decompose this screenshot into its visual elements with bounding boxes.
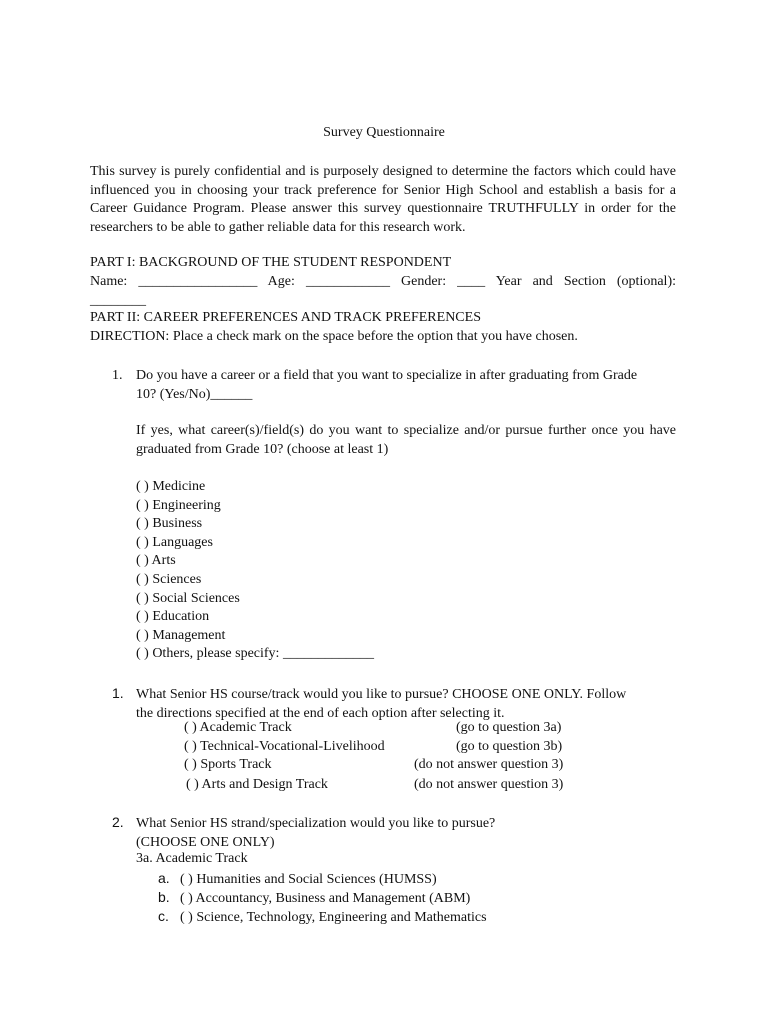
option-management[interactable]: ( ) Management	[136, 627, 226, 643]
option-sciences[interactable]: ( ) Sciences	[136, 571, 202, 587]
strand-option-humss[interactable]	[158, 869, 437, 888]
strand-label: ( ) Science, Technology, Engineering and Mathematics	[180, 910, 487, 925]
track-direction: (do not answer question 3)	[414, 757, 564, 772]
question-text-continued: 10? (Yes/No)______	[136, 386, 253, 402]
question-number: 1.	[112, 685, 124, 701]
academic-track-subheading: 3a. Academic Track	[136, 851, 248, 866]
question-strand	[112, 813, 676, 852]
question-text: Do you have a career or a field that you want to specialize in after graduating from Grade	[136, 368, 638, 383]
strand-label: ( ) Humanities and Social Sciences (HUMSS)	[180, 872, 437, 887]
option-education[interactable]: ( ) Education	[136, 609, 210, 625]
track-direction: (go to question 3b)	[456, 739, 563, 754]
strand-label: ( ) Accountancy, Business and Management (ABM)	[180, 891, 471, 906]
track-direction: (do not answer question 3)	[414, 777, 564, 792]
question-text: What Senior HS strand/specialization would you like to pursue?	[136, 816, 496, 831]
part2-heading: PART II: CAREER PREFERENCES AND TRACK PREFERENCES	[90, 310, 481, 325]
career-options-list	[136, 478, 374, 664]
strand-option-abm[interactable]	[158, 888, 470, 907]
track-direction: (go to question 3a)	[456, 720, 562, 735]
intro-paragraph: This survey is purely confidential and is purposely designed to determine the factors which could have influenced you in choosing your track preference for Senior High School and establish a basis for a Career Guidance Program. Please answer this survey questionnaire TRUTHFULLY in order for the researchers to be able to gather reliable data for this research work.	[90, 164, 676, 235]
section-blank: ________	[90, 293, 146, 308]
option-arts[interactable]: ( ) Arts	[136, 553, 176, 569]
question-career	[112, 367, 676, 404]
track-option-academic[interactable]: ( ) Academic Track	[184, 720, 292, 735]
respondent-fields-line: Name: _________________ Age: ____________ Gender: ____ Year and Section (optional):	[90, 274, 676, 289]
question-track	[112, 684, 676, 723]
option-others[interactable]: ( ) Others, please specify: _____________	[136, 646, 374, 662]
strand-option-stem[interactable]	[158, 907, 487, 926]
question-text: What Senior HS course/track would you like to pursue? CHOOSE ONE ONLY. Follow	[136, 687, 627, 702]
option-social-sciences[interactable]: ( ) Social Sciences	[136, 590, 240, 606]
track-option-tvl[interactable]: ( ) Technical-Vocational-Livelihood	[184, 739, 385, 754]
track-option-arts-design[interactable]: ( ) Arts and Design Track	[186, 777, 328, 792]
question-number: 2.	[112, 814, 124, 830]
option-business[interactable]: ( ) Business	[136, 516, 203, 532]
option-languages[interactable]: ( ) Languages	[136, 534, 213, 550]
strand-letter: c.	[158, 908, 169, 924]
option-engineering[interactable]: ( ) Engineering	[136, 497, 221, 513]
question-text-continued: (CHOOSE ONE ONLY)	[136, 834, 275, 850]
track-option-sports[interactable]: ( ) Sports Track	[184, 757, 272, 772]
question-number: 1.	[112, 368, 123, 383]
page-title: Survey Questionnaire	[323, 125, 445, 140]
question-text-continued: the directions specified at the end of each option after selecting it.	[136, 705, 505, 721]
direction-text: DIRECTION: Place a check mark on the space before the option that you have chosen.	[90, 329, 578, 344]
career-followup-text: If yes, what career(s)/field(s) do you want to specialize and/or pursue further once you have graduated from Grade 10? (choose at least 1)	[136, 423, 676, 457]
strand-letter: a.	[158, 870, 170, 886]
option-medicine[interactable]: ( ) Medicine	[136, 479, 206, 494]
part1-heading: PART I: BACKGROUND OF THE STUDENT RESPONDENT	[90, 255, 452, 270]
strand-letter: b.	[158, 889, 170, 905]
